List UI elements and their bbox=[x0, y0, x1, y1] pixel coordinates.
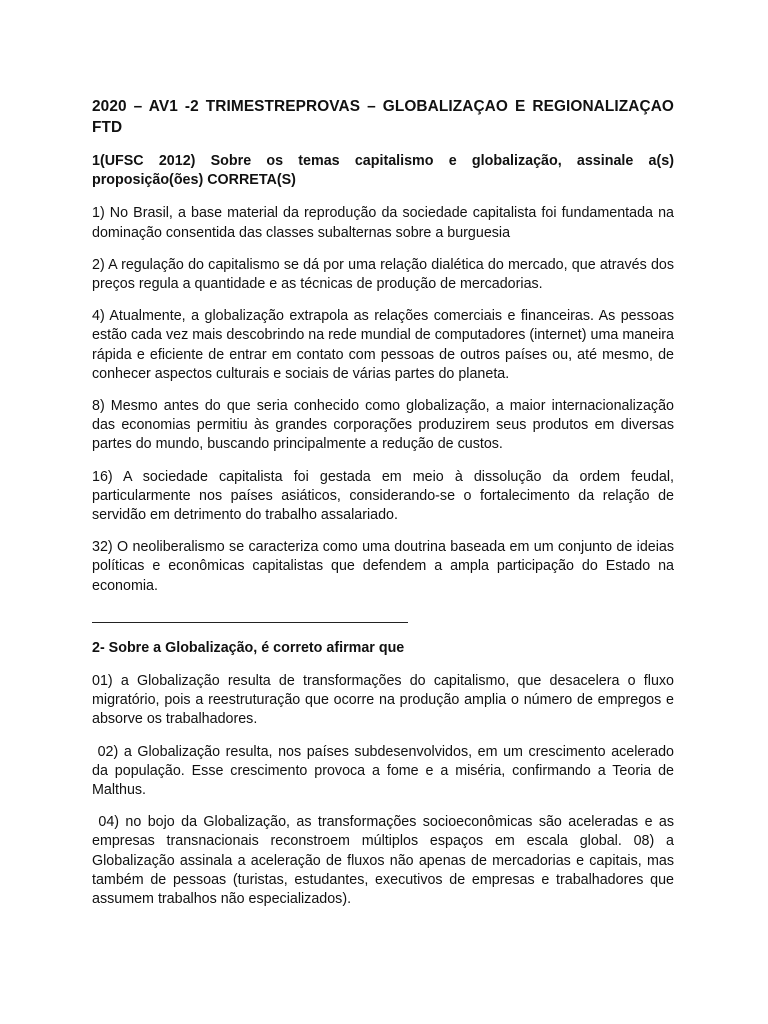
question-1-option-1: 1) No Brasil, a base material da reprodução da sociedade capitalista foi fundamentada na dominação consentida das classes subalternas sobre a burguesia bbox=[92, 205, 674, 241]
question-2-option-02: 02) a Globalização resulta, nos países subdesenvolvidos, em um crescimento acelerado da população. Esse crescimento provoca a fome e a miséria, confirmando a Teoria de Malthus. bbox=[92, 743, 678, 799]
question-1-option-4: 4) Atualmente, a globalização extrapola as relações comerciais e financeiras. As pessoas estão cada vez mais descobrindo na rede mundial de computadores (internet) uma maneira rápida e eficiente de entrar em contato com pessoas de outros países ou, até mesmo, de conhecer aspectos culturais e sociais de várias partes do planeta. bbox=[92, 308, 674, 382]
question-2-option-01: 01) a Globalização resulta de transformações do capitalismo, que desacelera o fluxo migratório, pois a reestruturação que ocorre na produção amplia o número de empregos e absorve os trabalhadores. bbox=[92, 673, 674, 728]
question-1-heading-bold: 1(UFSC 2012) Sobre os temas capitalismo e globalização, assinale a(s) proposição(ões) bbox=[92, 153, 674, 189]
question-1-heading-tail: CORRETA(S) bbox=[207, 172, 296, 189]
document-title: 2020 – AV1 -2 TRIMESTREPROVAS – GLOBALIZAÇAO E REGIONALIZAÇAO FTD bbox=[92, 98, 674, 136]
section-divider bbox=[92, 622, 408, 623]
question-1-option-2: 2) A regulação do capitalismo se dá por uma relação dialética do mercado, que através dos preços regula a quantidade e as técnicas de produção de mercadorias. bbox=[92, 256, 674, 293]
question-1-option-32: 32) O neoliberalismo se caracteriza como uma doutrina baseada em um conjunto de ideias políticas e econômicas capitalistas que defendem a ampla participação do Estado na economia. bbox=[92, 539, 674, 594]
document-page bbox=[92, 96, 678, 922]
question-2-option-04: 04) no bojo da Globalização, as transformações socioeconômicas são aceleradas e as empresas transnacionais reconstroem múltiplos espaços em escala global. 08) a Globalização assinala a aceleração de fluxos não apenas de mercadorias e capitais, mas também de pessoas (turistas, estudantes, executivos de empresas e trabalhadores que assumem trabalhos não especializados). bbox=[92, 814, 678, 908]
question-1-option-16: 16) A sociedade capitalista foi gestada em meio à dissolução da ordem feudal, particularmente nos países asiáticos, considerando-se o fortalecimento da relação de servidão em detrimento do trabalho assalariado. bbox=[92, 468, 674, 524]
question-1-option-8: 8) Mesmo antes do que seria conhecido como globalização, a maior internacionalização das economias permitiu às grandes corporações produzirem seus produtos em diversas partes do mundo, buscando principalmente a redução de custos. bbox=[92, 398, 674, 453]
question-2-heading: 2- Sobre a Globalização, é correto afirmar que bbox=[92, 639, 405, 656]
question-1-heading bbox=[92, 152, 674, 190]
